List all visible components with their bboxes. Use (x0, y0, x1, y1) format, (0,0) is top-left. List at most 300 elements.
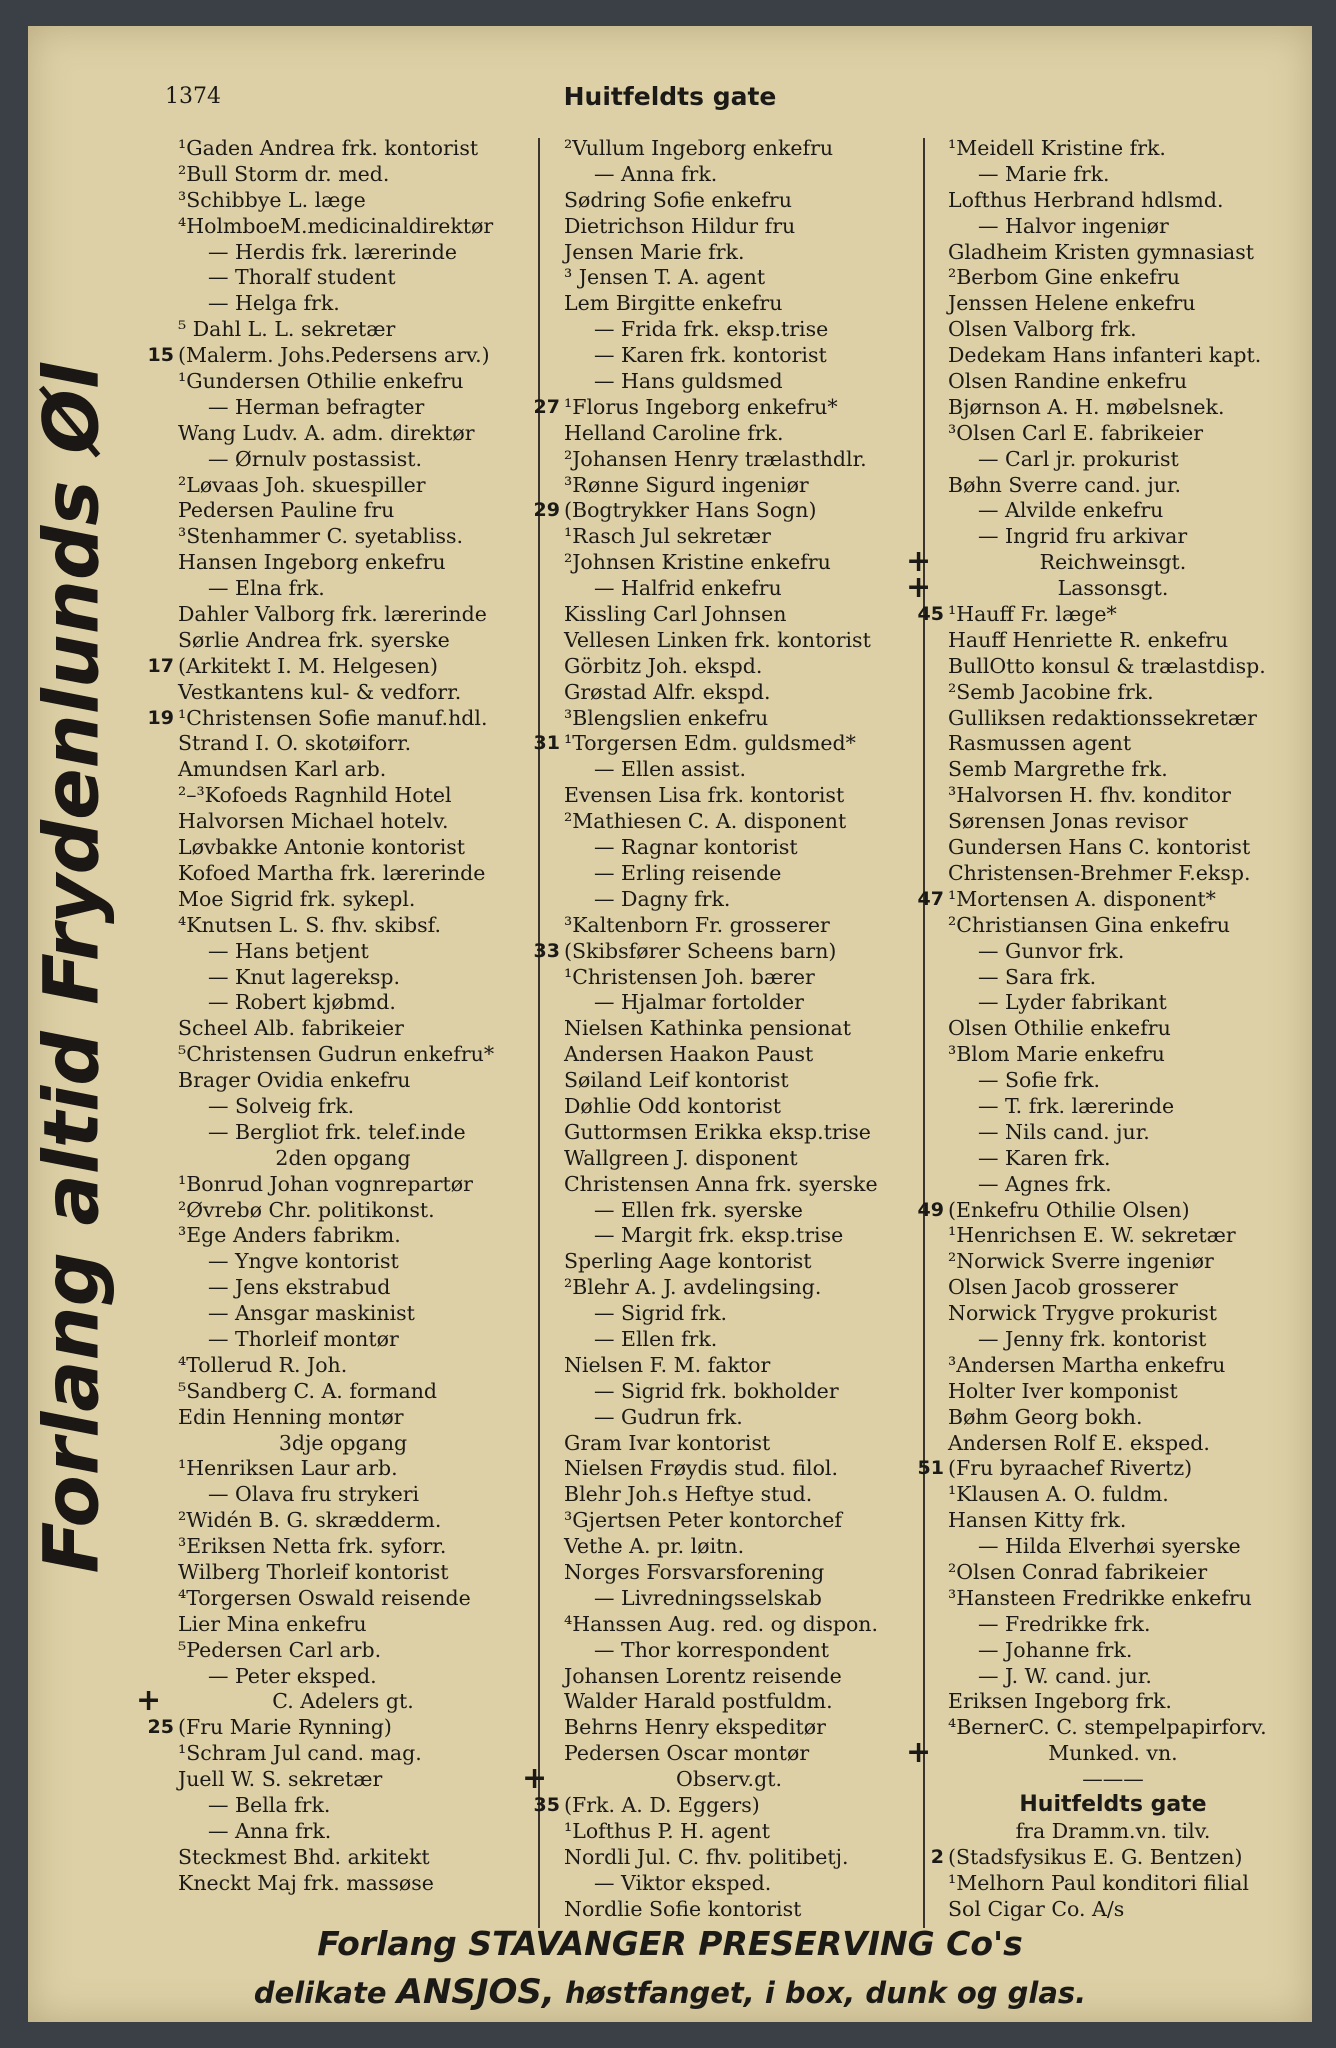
resident-entry (178, 316, 508, 342)
resident-entry (948, 989, 1278, 1015)
entry-text: Sørlie Andrea frk. syerske (178, 627, 450, 652)
entry-text: Andersen Rolf E. eksped. (948, 1430, 1210, 1455)
house-number: 17 (147, 654, 174, 677)
entry-text: Behrns Henry ekspeditør (564, 1715, 826, 1740)
resident-entry (178, 679, 508, 705)
house-number: 33 (533, 939, 560, 962)
resident-entry (564, 1740, 894, 1766)
entry-text: Vellesen Linken frk. kontorist (564, 627, 871, 652)
entry-text: ³Stenhammer C. syetabliss. (178, 524, 464, 549)
resident-entry (948, 1818, 1278, 1844)
resident-entry (948, 187, 1278, 213)
resident-entry (564, 420, 894, 446)
resident-entry (564, 368, 894, 394)
resident-entry (178, 1015, 508, 1041)
resident-entry (178, 1067, 508, 1093)
resident-entry (564, 1818, 894, 1844)
resident-entry (948, 1352, 1278, 1378)
resident-entry (948, 964, 1278, 990)
entry-text: — Margit frk. eksp.trise (594, 1223, 844, 1248)
entry-text: ²Johansen Henry trælasthdlr. (564, 446, 867, 471)
house-number-entry (533, 730, 894, 756)
resident-entry (564, 1844, 894, 1870)
entry-text: ¹Bonrud Johan vognrepartør (178, 1171, 473, 1196)
footer-ad-product: ANSJOS, (396, 1972, 555, 2012)
entry-text: ¹Lofthus P. H. agent (564, 1818, 770, 1843)
resident-entry (948, 1067, 1278, 1093)
entry-text: Eriksen Ingeborg frk. (948, 1689, 1172, 1714)
resident-entry (178, 834, 508, 860)
entry-text: Dedekam Hans infanteri kapt. (948, 343, 1262, 368)
house-number-entry (533, 938, 894, 964)
entry-text: — Knut lagereksp. (208, 964, 401, 989)
resident-entry (948, 1507, 1278, 1533)
entry-text: — Ellen assist. (594, 757, 747, 782)
entry-text: ¹Meidell Kristine frk. (948, 136, 1166, 160)
entry-text: ¹Henriksen Laur arb. (178, 1456, 398, 1481)
cross-street-entry (906, 544, 1278, 580)
resident-entry (948, 368, 1278, 394)
entry-text: — Thorleif montør (208, 1326, 399, 1351)
entry-text: — Yngve kontorist (208, 1249, 399, 1274)
cross-street-marker: + (906, 544, 932, 580)
entry-text: — Herdis frk. lærerinde (208, 239, 457, 264)
entry-text: ——— (1082, 1767, 1144, 1792)
footer-ad-line-2 (28, 1972, 1312, 2012)
entry-text: Bøhn Sverre cand. jur. (948, 472, 1182, 497)
resident-entry (948, 1404, 1278, 1430)
resident-entry (178, 239, 508, 265)
entry-text: — Gudrun frk. (594, 1404, 743, 1429)
resident-entry (564, 1067, 894, 1093)
resident-entry (564, 1714, 894, 1740)
entry-text: Dietrichson Hildur fru (564, 213, 796, 238)
entry-text: Semb Margrethe frk. (948, 757, 1168, 782)
resident-entry (178, 497, 508, 523)
entry-text: Lier Mina enkefru (178, 1611, 367, 1636)
entry-text: ³ Jensen T. A. agent (564, 265, 766, 290)
resident-entry (178, 549, 508, 575)
resident-entry (564, 1404, 894, 1430)
entry-text: ⁵Pedersen Carl arb. (178, 1637, 382, 1662)
entry-text: ²Vullum Ingeborg enkefru (564, 136, 834, 160)
entry-text: Brager Ovidia enkefru (178, 1068, 411, 1093)
resident-entry (564, 1300, 894, 1326)
entry-text: Kissling Carl Johnsen (564, 602, 787, 627)
entry-text: Bøhm Georg bokh. (948, 1404, 1143, 1429)
entry-text: Andersen Haakon Paust (564, 1042, 814, 1067)
entry-text: ¹Hauff Fr. læge* (948, 602, 1117, 627)
entry-text: ⁴HolmboeM.medicinaldirektør (178, 213, 494, 238)
entry-text: Munked. vn. (1048, 1741, 1178, 1766)
resident-entry (564, 653, 894, 679)
entry-text: ¹Schram Jul cand. mag. (178, 1741, 422, 1766)
entry-text: — Ellen frk. (594, 1326, 718, 1351)
directory-page (28, 26, 1312, 2022)
resident-entry (948, 213, 1278, 239)
entry-text: Sperling Aage kontorist (564, 1249, 812, 1274)
resident-entry (948, 1378, 1278, 1404)
entry-text: — Robert kjøbmd. (208, 990, 396, 1015)
entry-text: — Ørnulv postassist. (208, 446, 422, 471)
resident-entry (178, 472, 508, 498)
entry-text: Vethe A. pr. løitn. (564, 1534, 745, 1559)
entry-text: ³Hansteen Fredrikke enkefru (948, 1585, 1252, 1610)
resident-entry (948, 1663, 1278, 1689)
resident-entry (178, 1274, 508, 1300)
resident-entry (178, 964, 508, 990)
entry-text: Huitfeldts gate (1019, 1792, 1207, 1817)
entry-text: ²Johnsen Kristine enkefru (564, 550, 831, 575)
entry-text: ²Widén B. G. skrædderm. (178, 1508, 442, 1533)
resident-entry (948, 1041, 1278, 1067)
resident-entry (564, 1352, 894, 1378)
resident-entry (564, 1326, 894, 1352)
entry-text: — J. W. cand. jur. (978, 1663, 1152, 1688)
resident-entry (564, 1611, 894, 1637)
resident-entry (178, 1481, 508, 1507)
resident-entry (178, 1844, 508, 1870)
house-number-entry (930, 1844, 1278, 1870)
entry-text: — Hjalmar fortolder (594, 990, 804, 1015)
entry-text: ⁴Tollerud R. Joh. (178, 1352, 348, 1377)
resident-entry (564, 886, 894, 912)
entry-text: — Erling reisende (594, 860, 782, 885)
resident-entry (178, 135, 508, 161)
resident-entry (178, 1145, 508, 1171)
entry-text: Nordlie Sofie kontorist (564, 1896, 802, 1921)
cross-street-entry (136, 1683, 508, 1719)
resident-entry (948, 290, 1278, 316)
entry-text: — Johanne frk. (978, 1637, 1133, 1662)
directory-column-1 (136, 135, 508, 1920)
resident-entry (948, 523, 1278, 549)
entry-text: Kofoed Martha frk. lærerinde (178, 860, 486, 885)
resident-entry (564, 1119, 894, 1145)
resident-entry (948, 1714, 1278, 1740)
entry-text: Wang Ludv. A. adm. direktør (178, 420, 475, 445)
resident-entry (948, 1248, 1278, 1274)
entry-text: 2den opgang (275, 1145, 411, 1170)
entry-text: Wilberg Thorleif kontorist (178, 1559, 449, 1584)
resident-entry (178, 1637, 508, 1663)
resident-entry (178, 523, 508, 549)
entry-text: Johansen Lorentz reisende (564, 1663, 842, 1688)
entry-text: C. Adelers gt. (272, 1689, 414, 1714)
resident-entry (564, 1637, 894, 1663)
resident-entry (564, 601, 894, 627)
house-number: 31 (533, 732, 560, 755)
entry-text: — Peter eksped. (208, 1663, 377, 1688)
resident-entry (948, 1119, 1278, 1145)
entry-text: ²Blehr A. J. avdelingsing. (564, 1275, 822, 1300)
resident-entry (948, 679, 1278, 705)
resident-entry (178, 213, 508, 239)
entry-text: Halvorsen Michael hotelv. (178, 809, 449, 834)
entry-text: Olsen Valborg frk. (948, 317, 1137, 342)
entry-text: (Stadsfysikus E. G. Bentzen) (948, 1844, 1243, 1869)
resident-entry (948, 860, 1278, 886)
entry-text: ²–³Kofoeds Ragnhild Hotel (178, 783, 452, 808)
resident-entry (564, 1688, 894, 1714)
resident-entry (564, 964, 894, 990)
entry-text: ³Kaltenborn Fr. grosserer (564, 912, 830, 937)
house-number: 35 (533, 1794, 560, 1816)
house-number: 45 (917, 603, 944, 626)
resident-entry (564, 239, 894, 265)
resident-entry (178, 187, 508, 213)
entry-text: Moe Sigrid frk. sykepl. (178, 886, 416, 911)
entry-text: ¹Rasch Jul sekretær (564, 524, 771, 549)
resident-entry (178, 575, 508, 601)
entry-text: ⁴Knutsen L. S. fhv. skibsf. (178, 912, 442, 937)
entry-text: — Karen frk. kontorist (594, 343, 827, 368)
footer-ad-tagline: høstfanget, i box, dunk og glas. (564, 1976, 1087, 2010)
resident-entry (948, 938, 1278, 964)
resident-entry (948, 1300, 1278, 1326)
entry-text: (Fru byraachef Rivertz) (948, 1456, 1193, 1481)
house-number: 29 (533, 499, 560, 522)
resident-entry (948, 1637, 1278, 1663)
entry-text: Holter Iver komponist (948, 1378, 1178, 1403)
resident-entry (564, 705, 894, 731)
resident-entry (564, 1041, 894, 1067)
house-number-entry (147, 1714, 508, 1740)
entry-text: Strand I. O. skotøiforr. (178, 731, 412, 756)
resident-entry (178, 290, 508, 316)
resident-entry (178, 912, 508, 938)
resident-entry (948, 1559, 1278, 1585)
resident-entry (178, 1455, 508, 1481)
resident-entry (178, 1740, 508, 1766)
resident-entry (178, 161, 508, 187)
resident-entry (564, 1378, 894, 1404)
house-number-entry (917, 601, 1278, 627)
resident-entry (948, 782, 1278, 808)
directory-column-3 (906, 135, 1278, 1921)
entry-text: Gram Ivar kontorist (564, 1430, 771, 1455)
cross-street-marker: + (906, 1735, 932, 1771)
resident-entry (178, 1870, 508, 1896)
entry-text: ¹Florus Ingeborg enkefru* (564, 394, 838, 419)
entry-text: Norwick Trygve prokurist (948, 1301, 1218, 1326)
house-number: 15 (147, 344, 174, 367)
house-number: 27 (533, 395, 560, 418)
entry-text: Bjørnson A. H. møbelsnek. (948, 394, 1225, 419)
entry-text: Nordli Jul. C. fhv. politibetj. (564, 1844, 849, 1869)
resident-entry (948, 1145, 1278, 1171)
entry-text: Jensen Marie frk. (564, 239, 745, 264)
resident-entry (564, 860, 894, 886)
resident-entry (948, 1870, 1278, 1896)
resident-entry (564, 549, 894, 575)
resident-entry (948, 834, 1278, 860)
entry-text: ¹Klausen A. O. fuldm. (948, 1482, 1169, 1507)
entry-text: — T. frk. lærerinde (978, 1093, 1175, 1118)
entry-text: Reichweinsgt. (1039, 550, 1187, 575)
resident-entry (948, 1326, 1278, 1352)
resident-entry (178, 1222, 508, 1248)
entry-text: ¹Mortensen A. disponent* (948, 886, 1216, 911)
resident-entry (178, 420, 508, 446)
resident-entry (948, 1533, 1278, 1559)
entry-text: — Herman befragter (208, 394, 425, 419)
entry-text: Blehr Joh.s Heftye stud. (564, 1482, 813, 1507)
entry-text: ²Løvaas Joh. skuespiller (178, 472, 426, 497)
entry-text: (Skibsfører Scheens barn) (564, 938, 837, 963)
resident-entry (564, 782, 894, 808)
resident-entry (564, 316, 894, 342)
resident-entry (948, 653, 1278, 679)
resident-entry (948, 342, 1278, 368)
resident-entry (948, 264, 1278, 290)
resident-entry (178, 1430, 508, 1456)
entry-text: ²Semb Jacobine frk. (948, 679, 1154, 704)
entry-text: ¹Henrichsen E. W. sekretær (948, 1223, 1236, 1248)
house-number-entry (147, 653, 508, 679)
entry-text: fra Dramm.vn. tilv. (1015, 1818, 1211, 1843)
resident-entry (564, 290, 894, 316)
entry-text: — Sigrid frk. bokholder (594, 1378, 839, 1403)
resident-entry (178, 1404, 508, 1430)
entry-text: ³Andersen Martha enkefru (948, 1352, 1226, 1377)
resident-entry (948, 730, 1278, 756)
footer-ad-line-1: Forlang STAVANGER PRESERVING Co's (317, 1924, 1023, 1963)
column-divider (923, 138, 925, 1928)
entry-text: Lem Birgitte enkefru (564, 291, 783, 316)
cross-street-entry (906, 1735, 1278, 1771)
entry-text: Evensen Lisa frk. kontorist (564, 783, 845, 808)
house-number: 2 (930, 1845, 944, 1868)
resident-entry (178, 1171, 508, 1197)
resident-entry (178, 264, 508, 290)
resident-entry (948, 1481, 1278, 1507)
entry-text: Nielsen Frøydis stud. filol. (564, 1456, 838, 1481)
entry-text: Juell W. S. sekretær (178, 1767, 383, 1792)
resident-entry (564, 1015, 894, 1041)
entry-text: — Anna frk. (594, 161, 718, 186)
resident-entry (564, 1171, 894, 1197)
cross-street-entry (906, 570, 1278, 606)
entry-text: — Sigrid frk. (594, 1301, 728, 1326)
entry-text: Dahler Valborg frk. lærerinde (178, 602, 487, 627)
footer-ad-word-1: delikate (253, 1976, 387, 2010)
resident-entry (178, 1611, 508, 1637)
resident-entry (178, 756, 508, 782)
entry-text: ¹Christensen Joh. bærer (564, 964, 815, 989)
cross-street-entry (522, 1761, 894, 1797)
resident-entry (948, 756, 1278, 782)
entry-text: ²Mathiesen C. A. disponent (564, 809, 847, 834)
resident-entry (564, 1430, 894, 1456)
resident-entry (564, 472, 894, 498)
entry-text: — Carl jr. prokurist (978, 446, 1179, 471)
resident-entry (564, 1481, 894, 1507)
resident-entry (948, 1896, 1278, 1922)
resident-entry (948, 420, 1278, 446)
entry-text: Løvbakke Antonie kontorist (178, 835, 466, 860)
resident-entry (178, 730, 508, 756)
entry-text: ³Eriksen Netta frk. syforr. (178, 1534, 447, 1559)
resident-entry (948, 1015, 1278, 1041)
directory-column-2 (522, 135, 894, 1921)
resident-entry (564, 1896, 894, 1922)
resident-entry (948, 1093, 1278, 1119)
entry-text: Steckmest Bhd. arkitekt (178, 1844, 430, 1869)
resident-entry (564, 808, 894, 834)
resident-entry (564, 1559, 894, 1585)
entry-text: — Solveig frk. (208, 1093, 355, 1118)
resident-entry (178, 601, 508, 627)
entry-text: — Karen frk. (978, 1145, 1111, 1170)
house-number: 25 (147, 1716, 174, 1739)
entry-text: — Dagny frk. (594, 886, 731, 911)
entry-text: Görbitz Joh. ekspd. (564, 653, 763, 678)
resident-entry (564, 1274, 894, 1300)
resident-entry (178, 938, 508, 964)
entry-text: — Ragnar kontorist (594, 835, 798, 860)
entry-text: Gladheim Kristen gymnasiast (948, 239, 1255, 264)
house-number-entry (533, 497, 894, 523)
resident-entry (564, 523, 894, 549)
entry-text: — Ellen frk. syerske (594, 1197, 803, 1222)
entry-text: ²Olsen Conrad fabrikeier (948, 1559, 1208, 1584)
entry-text: — Viktor eksped. (594, 1870, 772, 1895)
entry-text: ³Ege Anders fabrikm. (178, 1223, 401, 1248)
entry-text: BullOtto konsul & trælastdisp. (948, 653, 1266, 678)
resident-entry (178, 1300, 508, 1326)
resident-entry (178, 627, 508, 653)
resident-entry (564, 1663, 894, 1689)
entry-text: — Halvor ingeniør (978, 213, 1169, 238)
resident-entry (948, 161, 1278, 187)
entry-text: 3dje opgang (278, 1430, 408, 1455)
resident-entry (564, 1455, 894, 1481)
resident-entry (948, 912, 1278, 938)
entry-text: Gundersen Hans C. kontorist (948, 835, 1251, 860)
resident-entry (564, 342, 894, 368)
resident-entry (178, 1119, 508, 1145)
house-number-entry (917, 1455, 1278, 1481)
resident-entry (948, 1274, 1278, 1300)
resident-entry (564, 264, 894, 290)
resident-entry (178, 368, 508, 394)
page-header: Huitfeldts gate (563, 82, 777, 111)
resident-entry (564, 627, 894, 653)
entry-text: Norges Forsvarsforening (564, 1559, 825, 1584)
entry-text: (Frk. A. D. Eggers) (564, 1793, 760, 1817)
resident-entry (564, 1507, 894, 1533)
entry-text: — Livredningsselskab (594, 1585, 822, 1610)
entry-text: ³Gjertsen Peter kontorchef (564, 1508, 842, 1533)
entry-text: Helland Caroline frk. (564, 420, 784, 445)
entry-text: ⁴Torgersen Oswald reisende (178, 1585, 471, 1610)
cross-street-marker: + (136, 1683, 162, 1719)
resident-entry (564, 1585, 894, 1611)
entry-text: — Gunvor frk. (978, 938, 1125, 963)
entry-text: ¹Torgersen Edm. guldsmed* (564, 731, 856, 756)
page-number: 1374 (165, 84, 221, 109)
resident-entry (564, 161, 894, 187)
resident-entry (178, 1766, 508, 1792)
resident-entry (178, 446, 508, 472)
entry-text: ²Berbom Gine enkefru (948, 265, 1180, 290)
resident-entry (948, 472, 1278, 498)
entry-text: ³Rønne Sigurd ingeniør (564, 472, 809, 497)
resident-entry (564, 1533, 894, 1559)
entry-text: ²Norwick Sverre ingeniør (948, 1249, 1214, 1274)
resident-entry (948, 1611, 1278, 1637)
